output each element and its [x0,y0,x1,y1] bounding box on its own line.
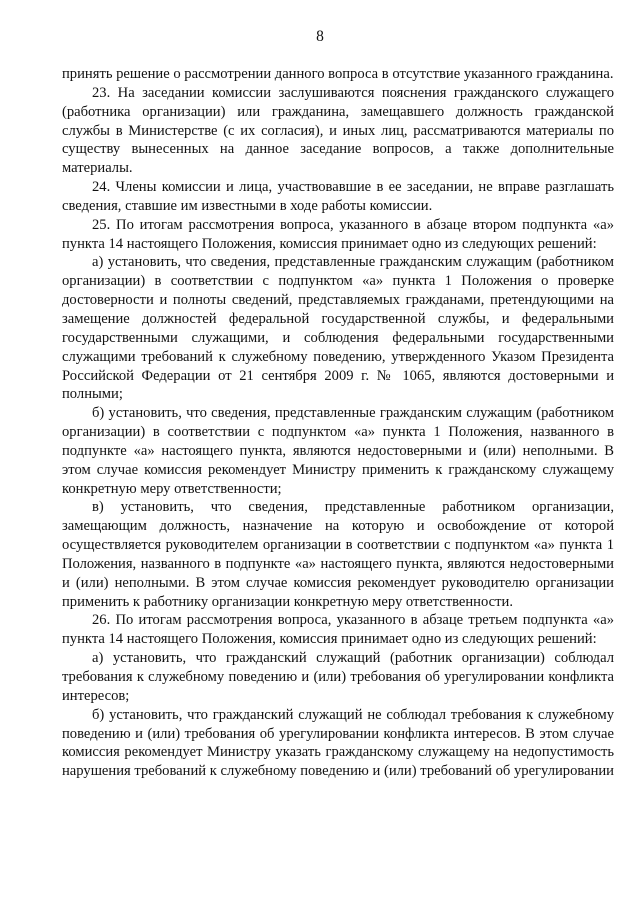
paragraph-23: 23. На заседании комиссии заслушиваются пояснения гражданского служащего (работника организации) или гражданина, замещавшего должность гражданской службы в Министерстве (с их согласия), и иных лиц, рассматриваются материалы по существу вынесенных на данное заседание вопросов, а также дополнительные материалы. [62,84,614,177]
paragraph-26-b: б) установить, что гражданский служащий не соблюдал требования к служебному поведению и (или) требования об урегулировании конфликта интересов. В этом случае комиссия рекомендует Министру указать гражданскому служащему на недопустимость нарушения требований к служебному поведению и (или) требований об урегулировании [62,706,614,780]
paragraph-24: 24. Члены комиссии и лица, участвовавшие в ее заседании, не вправе разглашать сведения, ставшие им известными в ходе работы комиссии. [62,179,614,214]
paragraph-26-a: а) установить, что гражданский служащий (работник организации) соблюдал требования к служебному поведению и (или) требования об урегулировании конфликта интересов; [62,650,614,704]
paragraph-continuation: принять решение о рассмотрении данного вопроса в отсутствие указанного гражданина. [62,66,614,82]
paragraph-25-b: б) установить, что сведения, представленные гражданским служащим (работником организации) в соответствии с подпунктом «а» пункта 1 Положения, названного в подпункте «а» настоящего пункта, являются недостоверными и (или) неполными. В этом случае комиссия рекомендует Министру применить к гражданскому служащему конкретную меру ответственности; [62,405,614,497]
page-number: 8 [316,28,324,45]
paragraph-25-a: а) установить, что сведения, представленные гражданским служащим (работником организации) в соответствии с подпунктом «а» пункта 1 Положения о проверке достоверности и полноты сведений, представляемых гражданами, претендующими на замещение должностей федеральной государственной службы, и федеральными государственными служащими, и соблюдения федеральными государственными служащими требований к служебному поведению, утвержденного Указом Президента Российской Федерации от 21 сентября 2009 г. № 1065, являются достоверными и полными; [62,254,614,403]
paragraph-25: 25. По итогам рассмотрения вопроса, указанного в абзаце втором подпункта «а» пункта 14 настоящего Положения, комиссия принимает одно из следующих решений: [62,216,614,252]
document-body [62,65,614,781]
paragraph-26: 26. По итогам рассмотрения вопроса, указанного в абзаце третьем подпункта «а» пункта 14 настоящего Положения, комиссия принимает одно из следующих решений: [62,612,614,648]
paragraph-25-v: в) установить, что сведения, представленные работником организации, замещающим должность, назначение на которую и освобождение от которой осуществляется руководителем организации в соответствии с подпунктом «а» пункта 1 Положения, названного в подпункте «а» настоящего пункта, являются недостоверными и (или) неполными. В этом случае комиссия рекомендует руководителю организации применить к работнику организации конкретную меру ответственности. [62,499,614,610]
